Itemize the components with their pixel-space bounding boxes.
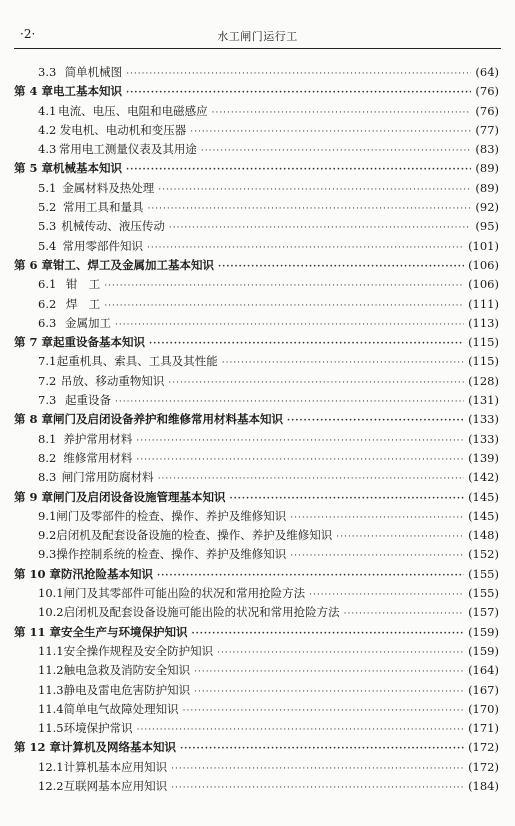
toc-entry-title: 常用工具和量具 — [63, 200, 144, 215]
toc-section-entry — [14, 545, 499, 564]
toc-entry-number: 第 5 章 — [14, 161, 54, 176]
toc-section-entry — [14, 372, 499, 391]
toc-section-entry — [14, 198, 499, 217]
toc-entry-title: 启闭机及配套设备设施的检查、操作、养护及维修知识 — [56, 528, 333, 543]
toc-chapter-entry — [14, 159, 499, 178]
toc-entry-title: 安全生产与环境保护知识 — [61, 624, 188, 639]
toc-entry-title: 操作控制系统的检查、操作、养护及维修知识 — [56, 547, 287, 562]
toc-entry-title: 钳工、焊工及金属加工基本知识 — [53, 257, 215, 272]
toc-entry-number: 5.3 — [38, 219, 57, 234]
toc-entry-title: 计算机及网络基本知识 — [61, 740, 177, 755]
toc-entry-title: 闸门常用防腐材料 — [61, 470, 154, 485]
toc-entry-title: 起重设备基本知识 — [53, 335, 146, 350]
toc-entry-title: 防汛抢险基本知识 — [61, 566, 154, 581]
toc-entry-title: 启闭机及配套设备设施可能出险的状况和常用抢险方法 — [63, 605, 340, 620]
toc-section-entry — [14, 681, 499, 700]
toc-section-entry — [14, 661, 499, 680]
page-number: ·2· — [20, 27, 36, 41]
toc-chapter-entry — [14, 738, 499, 757]
toc-entry-number: 9.2 — [38, 528, 57, 543]
toc-section-entry — [14, 295, 499, 314]
toc-chapter-entry — [14, 333, 499, 352]
toc-section-entry — [14, 526, 499, 545]
toc-entry-title: 触电急救及消防安全知识 — [63, 663, 191, 678]
toc-entry-title: 机械基本知识 — [53, 161, 123, 176]
toc-entry-page: (164) — [468, 663, 499, 678]
toc-entry-title: 机械传动、液压传动 — [61, 219, 165, 234]
toc-entry-number: 8.1 — [38, 431, 57, 446]
toc-entry-number: 7.2 — [38, 373, 57, 388]
toc-entry-page: (101) — [468, 238, 499, 253]
toc-entry-number: 7.1 — [38, 354, 57, 369]
toc-section-entry — [14, 700, 499, 719]
toc-section-entry — [14, 237, 499, 256]
toc-entry-number: 第 10 章 — [14, 566, 62, 581]
toc-entry-number: 第 7 章 — [14, 335, 54, 350]
toc-entry-number: 9.1 — [38, 508, 57, 523]
toc-entry-title: 闸门及启闭设备养护和维修常用材料基本知识 — [53, 412, 284, 427]
toc-chapter-entry — [14, 82, 499, 101]
toc-entry-page: (152) — [468, 547, 499, 562]
toc-entry-page: (172) — [468, 759, 499, 774]
toc-entry-page: (148) — [468, 528, 499, 543]
toc-entry-page: (106) — [468, 257, 499, 272]
toc-entry-number: 8.3 — [38, 470, 57, 485]
toc-entry-number: 3.3 — [38, 65, 57, 79]
toc-entry-page: (95) — [475, 219, 499, 234]
toc-section-entry — [14, 507, 499, 526]
toc-entry-title: 金属加工 — [64, 315, 111, 330]
toc-entry-title: 维修常用材料 — [63, 450, 133, 465]
page-header — [14, 24, 501, 49]
toc-entry-number: 4.1 — [38, 103, 57, 118]
toc-entry-page: (170) — [468, 701, 499, 716]
toc-entry-number: 4.2 — [38, 122, 57, 137]
toc-entry-page: (133) — [468, 412, 499, 427]
toc-entry-number: 6.3 — [38, 315, 57, 330]
toc-entry-number: 第 4 章 — [14, 84, 54, 99]
toc-entry-title: 闸门及启闭设备设施管理基本知识 — [53, 489, 226, 504]
toc-entry-page: (89) — [475, 161, 499, 176]
toc-chapter-entry — [14, 565, 499, 584]
toc-section-entry — [14, 391, 499, 410]
toc-entry-title: 闸门及其零部件可能出险的状况和常用抢险方法 — [63, 586, 306, 601]
toc-entry-page: (139) — [468, 450, 499, 465]
toc-entry-page: (131) — [468, 393, 499, 408]
toc-entry-page: (155) — [468, 586, 499, 601]
toc-entry-page: (155) — [468, 566, 499, 581]
toc-entry-page: (128) — [468, 373, 499, 388]
toc-entry-number: 7.3 — [38, 393, 57, 408]
toc-entry-number: 第 11 章 — [14, 624, 62, 639]
toc-entry-page: (115) — [468, 354, 499, 369]
toc-entry-page: (133) — [468, 431, 499, 446]
toc-entry-page: (89) — [475, 180, 499, 195]
toc-entry-title: 计算机基本应用知识 — [63, 759, 168, 774]
toc-entry-page: (113) — [468, 315, 499, 330]
toc-entry-page: (83) — [475, 142, 499, 157]
toc-entry-page: (92) — [475, 200, 499, 215]
toc-section-entry — [14, 140, 499, 159]
toc-entry-title: 简单电气故障处理知识 — [63, 701, 179, 716]
toc-entry-title: 静电及雷电危害防护知识 — [63, 682, 191, 697]
toc-section-entry — [14, 121, 499, 140]
toc-entry-number: 8.2 — [38, 450, 57, 465]
toc-entry-title: 金属材料及热处理 — [62, 180, 155, 195]
toc-entry-number: 5.4 — [38, 238, 57, 253]
toc-entry-page: (142) — [468, 470, 499, 485]
toc-entry-page: (159) — [468, 643, 499, 658]
toc-section-entry — [14, 468, 499, 487]
toc-entry-title: 焊 工 — [65, 296, 101, 311]
toc-section-entry — [14, 642, 499, 661]
toc-entry-number: 第 9 章 — [14, 489, 54, 504]
toc-chapter-entry — [14, 410, 499, 429]
toc-entry-title: 钳 工 — [65, 277, 101, 292]
toc-entry-page: (111) — [468, 296, 499, 311]
toc-entry-title: 简单机械图 — [64, 65, 123, 79]
toc-entry-title: 起重设备 — [64, 393, 111, 408]
toc-entry-number: 5.2 — [38, 200, 57, 215]
toc-entry-page: (145) — [468, 489, 499, 504]
toc-entry-title: 吊放、移动重物知识 — [60, 373, 165, 388]
toc-entry-page: (76) — [475, 84, 499, 99]
toc-entry-number: 12.2 — [38, 778, 64, 793]
toc-section-entry — [14, 449, 499, 468]
toc-entry-title: 互联网基本应用知识 — [63, 778, 168, 793]
toc-entry-title: 起重机具、索具、工具及其性能 — [56, 354, 218, 369]
dot-leader — [171, 779, 464, 798]
toc-entry-page: (184) — [468, 778, 499, 793]
toc-section-entry — [14, 777, 499, 796]
toc-entry-page: (76) — [475, 103, 499, 118]
toc-entry-number: 11.5 — [38, 721, 64, 736]
toc-section-entry — [14, 275, 499, 294]
toc-section-entry — [14, 314, 499, 333]
toc-entry-title: 养护常用材料 — [63, 431, 133, 446]
toc-entry-title: 常用零部件知识 — [62, 238, 144, 253]
toc-section-entry — [14, 584, 499, 603]
toc-entry-page: (64) — [475, 65, 499, 79]
toc-entry-page: (157) — [468, 605, 499, 620]
toc-entry-title: 发电机、电动机和变压器 — [59, 122, 187, 137]
toc-section-entry — [14, 719, 499, 738]
toc-entry-number: 12.1 — [38, 759, 64, 774]
toc-entry-number: 9.3 — [38, 547, 57, 562]
toc-chapter-entry — [14, 256, 499, 275]
toc-section-entry — [14, 352, 499, 371]
toc-entry-page: (159) — [468, 624, 499, 639]
toc-entry-title: 闸门及零部件的检查、操作、养护及维修知识 — [56, 508, 287, 523]
toc-entry-number: 11.4 — [38, 701, 64, 716]
toc-section-entry — [14, 603, 499, 622]
toc-entry-page: (172) — [468, 740, 499, 755]
running-title: 水工闸门运行工 — [217, 30, 298, 43]
toc-section-entry — [14, 102, 499, 121]
toc-entry-page: (167) — [468, 682, 499, 697]
table-of-contents — [14, 63, 499, 796]
toc-entry-title: 电工基本知识 — [53, 84, 123, 99]
toc-entry-number: 10.2 — [38, 605, 64, 620]
toc-entry-number: 第 6 章 — [14, 257, 54, 272]
toc-entry-number: 4.3 — [38, 142, 57, 157]
toc-section-entry — [14, 179, 499, 198]
toc-entry-number: 10.1 — [38, 586, 64, 601]
toc-entry-title: 常用电工测量仪表及其用途 — [58, 142, 197, 157]
toc-entry-number: 第 8 章 — [14, 412, 54, 427]
toc-entry-page: (77) — [475, 122, 499, 137]
toc-entry-number: 11.1 — [38, 643, 64, 658]
toc-entry-title: 电流、电压、电阻和电磁感应 — [58, 103, 208, 118]
toc-entry-number: 11.2 — [38, 663, 64, 678]
toc-entry-number: 11.3 — [38, 682, 64, 697]
toc-entry-number: 6.1 — [38, 277, 57, 292]
toc-entry-page: (145) — [468, 508, 499, 523]
toc-entry-number: 6.2 — [38, 296, 57, 311]
toc-section-entry — [14, 758, 499, 777]
toc-section-entry — [14, 430, 499, 449]
toc-section-entry — [14, 63, 499, 82]
toc-entry-title: 环境保护常识 — [63, 721, 133, 736]
toc-entry-title: 安全操作规程及安全防护知识 — [63, 643, 214, 658]
toc-entry-number: 5.1 — [38, 180, 57, 195]
toc-entry-page: (171) — [468, 721, 499, 736]
toc-chapter-entry — [14, 623, 499, 642]
toc-section-entry — [14, 217, 499, 236]
toc-entry-page: (115) — [468, 335, 499, 350]
toc-entry-page: (106) — [468, 277, 499, 292]
toc-entry-number: 第 12 章 — [14, 740, 62, 755]
toc-chapter-entry — [14, 488, 499, 507]
